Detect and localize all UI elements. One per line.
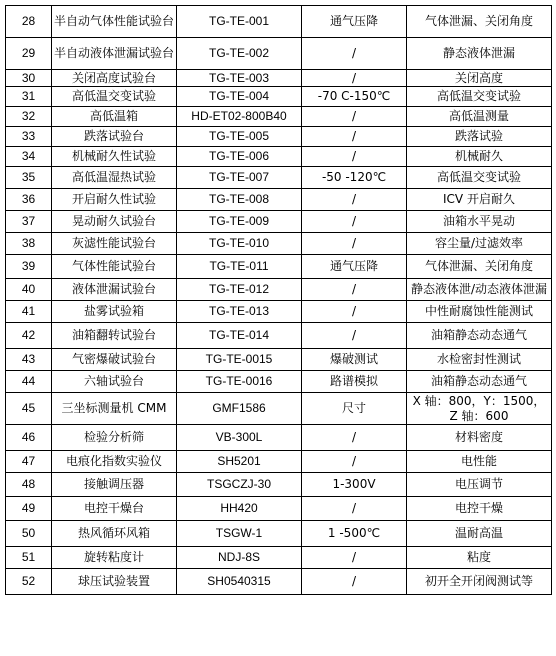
cell-parameter: /: [302, 547, 407, 569]
cell-test-item: 油箱静态动态通气: [407, 371, 552, 393]
cell-parameter: /: [302, 127, 407, 147]
cell-model: TG-TE-008: [177, 189, 302, 211]
cell-equipment-name: 检验分析筛: [52, 425, 177, 451]
cell-parameter: /: [302, 107, 407, 127]
table-row: [6, 87, 552, 107]
cell-parameter: -50 -120℃: [302, 167, 407, 189]
table-row: [6, 425, 552, 451]
cell-equipment-name: 油箱翻转试验台: [52, 323, 177, 349]
cell-model: TG-TE-010: [177, 233, 302, 255]
cell-parameter: /: [302, 497, 407, 521]
table-row: [6, 147, 552, 167]
cell-equipment-name: 跌落试验台: [52, 127, 177, 147]
cell-test-item: 高低温测量: [407, 107, 552, 127]
cell-equipment-name: 电控干燥台: [52, 497, 177, 521]
cell-equipment-name: 灰滤性能试验台: [52, 233, 177, 255]
cell-model: TSGCZJ-30: [177, 473, 302, 497]
cell-test-item: 容尘量/过滤效率: [407, 233, 552, 255]
cell-test-item: 静态液体泄漏: [407, 38, 552, 70]
cell-test-item: 电压调节: [407, 473, 552, 497]
cell-model: GMF1586: [177, 393, 302, 425]
table-row: [6, 255, 552, 279]
cell-number: 41: [6, 301, 52, 323]
cell-model: TG-TE-012: [177, 279, 302, 301]
cell-number: 34: [6, 147, 52, 167]
table-row: [6, 127, 552, 147]
cell-test-item: 初开全开闭阀测试等: [407, 569, 552, 595]
cell-parameter: /: [302, 323, 407, 349]
cell-parameter: /: [302, 38, 407, 70]
cell-model: TG-TE-013: [177, 301, 302, 323]
cell-number: 36: [6, 189, 52, 211]
cell-number: 31: [6, 87, 52, 107]
cell-number: 35: [6, 167, 52, 189]
cell-parameter: /: [302, 233, 407, 255]
table-row: [6, 167, 552, 189]
cell-model: TG-TE-004: [177, 87, 302, 107]
cell-test-item: ICV 开启耐久: [407, 189, 552, 211]
cell-test-item: X 轴：800，Y：1500，Z 轴：600: [407, 393, 552, 425]
cell-model: TG-TE-002: [177, 38, 302, 70]
table-row: [6, 521, 552, 547]
cell-number: 43: [6, 349, 52, 371]
cell-number: 46: [6, 425, 52, 451]
cell-parameter: 尺寸: [302, 393, 407, 425]
cell-test-item: 气体泄漏、关闭角度: [407, 255, 552, 279]
cell-test-item: 气体泄漏、关闭角度: [407, 6, 552, 38]
cell-number: 32: [6, 107, 52, 127]
cell-equipment-name: 气密爆破试验台: [52, 349, 177, 371]
cell-test-item: 高低温交变试验: [407, 167, 552, 189]
cell-number: 45: [6, 393, 52, 425]
cell-test-item: 粘度: [407, 547, 552, 569]
cell-equipment-name: 高低温湿热试验: [52, 167, 177, 189]
cell-equipment-name: 半自动气体性能试验台: [52, 6, 177, 38]
cell-model: HH420: [177, 497, 302, 521]
cell-parameter: /: [302, 569, 407, 595]
cell-model: VB-300L: [177, 425, 302, 451]
table-row: [6, 349, 552, 371]
cell-number: 28: [6, 6, 52, 38]
cell-test-item: 跌落试验: [407, 127, 552, 147]
cell-model: NDJ-8S: [177, 547, 302, 569]
cell-equipment-name: 旋转粘度计: [52, 547, 177, 569]
cell-equipment-name: 盐雾试验箱: [52, 301, 177, 323]
cell-model: TG-TE-007: [177, 167, 302, 189]
cell-equipment-name: 球压试验装置: [52, 569, 177, 595]
cell-number: 33: [6, 127, 52, 147]
cell-test-item: 机械耐久: [407, 147, 552, 167]
cell-number: 29: [6, 38, 52, 70]
cell-model: TG-TE-001: [177, 6, 302, 38]
cell-parameter: 1 -500℃: [302, 521, 407, 547]
table-row: [6, 371, 552, 393]
cell-model: TG-TE-005: [177, 127, 302, 147]
cell-model: SH5201: [177, 451, 302, 473]
cell-test-item: 关闭高度: [407, 70, 552, 87]
cell-equipment-name: 热风循环风箱: [52, 521, 177, 547]
table-row: [6, 451, 552, 473]
cell-parameter: /: [302, 425, 407, 451]
cell-test-item: 油箱水平晃动: [407, 211, 552, 233]
cell-parameter: /: [302, 70, 407, 87]
table-row: [6, 107, 552, 127]
cell-parameter: /: [302, 279, 407, 301]
cell-number: 47: [6, 451, 52, 473]
cell-test-item: 温耐高温: [407, 521, 552, 547]
cell-parameter: 路谱模拟: [302, 371, 407, 393]
cell-equipment-name: 气体性能试验台: [52, 255, 177, 279]
table-row: [6, 547, 552, 569]
cell-number: 37: [6, 211, 52, 233]
table-row: [6, 189, 552, 211]
table-row: [6, 6, 552, 38]
cell-equipment-name: 机械耐久性试验: [52, 147, 177, 167]
cell-parameter: /: [302, 147, 407, 167]
cell-test-item: 静态液体泄/动态液体泄漏: [407, 279, 552, 301]
cell-number: 51: [6, 547, 52, 569]
equipment-table: [5, 5, 552, 595]
cell-model: TG-TE-011: [177, 255, 302, 279]
table-row: [6, 473, 552, 497]
table-row: [6, 211, 552, 233]
table-row: [6, 393, 552, 425]
cell-model: TG-TE-0016: [177, 371, 302, 393]
cell-parameter: /: [302, 189, 407, 211]
cell-number: 39: [6, 255, 52, 279]
cell-number: 40: [6, 279, 52, 301]
table-row: [6, 233, 552, 255]
cell-model: TG-TE-003: [177, 70, 302, 87]
cell-parameter: 通气压降: [302, 255, 407, 279]
cell-test-item: 材料密度: [407, 425, 552, 451]
cell-model: TG-TE-014: [177, 323, 302, 349]
cell-equipment-name: 接触调压器: [52, 473, 177, 497]
cell-model: TG-TE-0015: [177, 349, 302, 371]
cell-parameter: /: [302, 301, 407, 323]
cell-equipment-name: 三坐标测量机 CMM: [52, 393, 177, 425]
cell-equipment-name: 电痕化指数实验仪: [52, 451, 177, 473]
cell-parameter: -70 C-150℃: [302, 87, 407, 107]
cell-number: 48: [6, 473, 52, 497]
cell-equipment-name: 开启耐久性试验: [52, 189, 177, 211]
cell-parameter: 通气压降: [302, 6, 407, 38]
cell-test-item: 电控干燥: [407, 497, 552, 521]
cell-equipment-name: 高低温交变试验: [52, 87, 177, 107]
cell-test-item: 中性耐腐蚀性能测试: [407, 301, 552, 323]
cell-number: 42: [6, 323, 52, 349]
table-row: [6, 323, 552, 349]
cell-parameter: 爆破测试: [302, 349, 407, 371]
cell-model: HD-ET02-800B40: [177, 107, 302, 127]
table-row: [6, 569, 552, 595]
cell-number: 49: [6, 497, 52, 521]
cell-number: 38: [6, 233, 52, 255]
cell-equipment-name: 液体泄漏试验台: [52, 279, 177, 301]
cell-model: TG-TE-009: [177, 211, 302, 233]
table-row: [6, 301, 552, 323]
cell-equipment-name: 关闭高度试验台: [52, 70, 177, 87]
cell-number: 50: [6, 521, 52, 547]
cell-equipment-name: 半自动液体泄漏试验台: [52, 38, 177, 70]
cell-test-item: 电性能: [407, 451, 552, 473]
table-row: [6, 38, 552, 70]
cell-model: TG-TE-006: [177, 147, 302, 167]
cell-equipment-name: 六轴试验台: [52, 371, 177, 393]
table-row: [6, 497, 552, 521]
cell-test-item: 油箱静态动态通气: [407, 323, 552, 349]
cell-model: SH0540315: [177, 569, 302, 595]
cell-equipment-name: 晃动耐久试验台: [52, 211, 177, 233]
table-row: [6, 70, 552, 87]
cell-parameter: 1-300V: [302, 473, 407, 497]
cell-number: 44: [6, 371, 52, 393]
cell-test-item: 高低温交变试验: [407, 87, 552, 107]
table-row: [6, 279, 552, 301]
cell-number: 30: [6, 70, 52, 87]
cell-number: 52: [6, 569, 52, 595]
cell-test-item: 水检密封性测试: [407, 349, 552, 371]
cell-parameter: /: [302, 451, 407, 473]
cell-model: TSGW-1: [177, 521, 302, 547]
cell-equipment-name: 高低温箱: [52, 107, 177, 127]
cell-parameter: /: [302, 211, 407, 233]
